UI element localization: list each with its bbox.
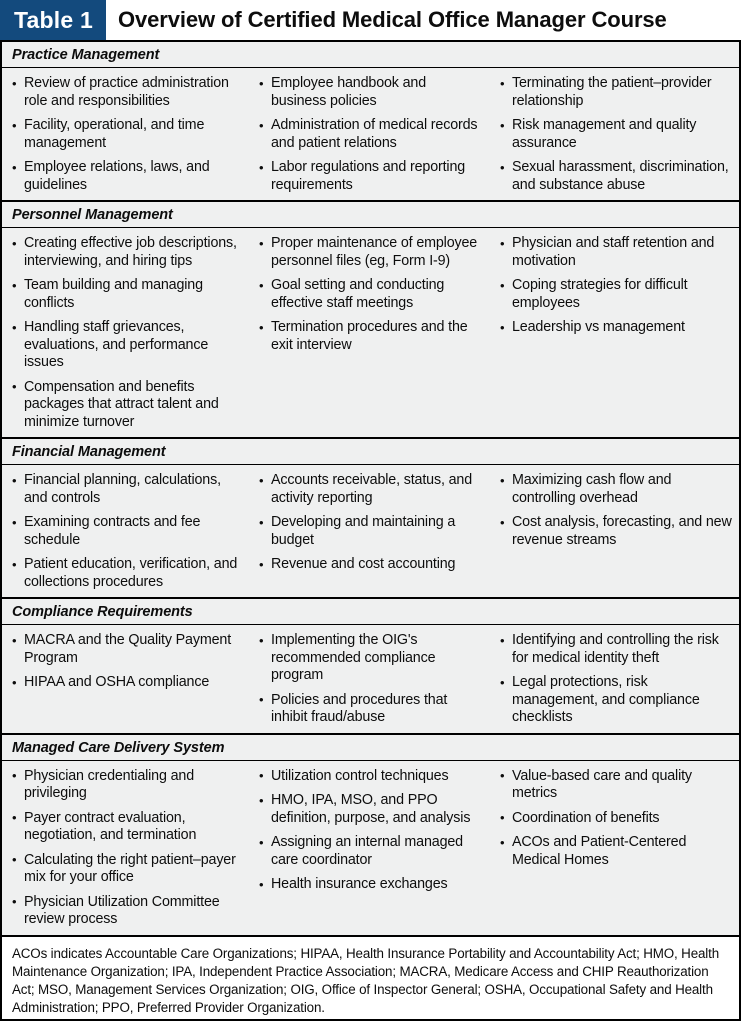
- list-item: • Developing and maintaining a budget: [259, 514, 484, 549]
- list-item: • Termination procedures and the exit interview: [259, 319, 484, 354]
- bullet-list: [259, 768, 484, 894]
- sections-container: [2, 42, 739, 937]
- list-item: • Creating effective job descriptions, interviewing, and hiring tips: [12, 235, 243, 270]
- list-item: • MACRA and the Quality Payment Program: [12, 632, 243, 667]
- bullet-list: [500, 632, 733, 727]
- list-item: • Accounts receivable, status, and activity reporting: [259, 472, 484, 507]
- bullet-list: [259, 235, 484, 354]
- list-item: • Employee relations, laws, and guidelines: [12, 159, 243, 194]
- section-column: [490, 235, 739, 431]
- bullet-list: [500, 472, 733, 549]
- bullet-list: [259, 632, 484, 727]
- section-header: Managed Care Delivery System: [2, 735, 739, 761]
- list-item: • Goal setting and conducting effective staff meetings: [259, 277, 484, 312]
- section-header: Financial Management: [2, 439, 739, 465]
- section-header: Compliance Requirements: [2, 599, 739, 625]
- table-number-badge: Table 1: [0, 0, 106, 40]
- section-column: [249, 632, 490, 727]
- table-section: [2, 599, 739, 735]
- table-section: [2, 735, 739, 937]
- list-item: • HIPAA and OSHA compliance: [12, 674, 243, 692]
- section-column: [490, 75, 739, 194]
- section-column: [249, 75, 490, 194]
- list-item: • Coping strategies for difficult employees: [500, 277, 733, 312]
- list-item: • Facility, operational, and time management: [12, 117, 243, 152]
- list-item: • Implementing the OIG's recommended compliance program: [259, 632, 484, 685]
- list-item: • Policies and procedures that inhibit fraud/abuse: [259, 692, 484, 727]
- section-column: [490, 472, 739, 591]
- list-item: • Cost analysis, forecasting, and new revenue streams: [500, 514, 733, 549]
- table-title-bar: [0, 0, 741, 40]
- list-item: • Examining contracts and fee schedule: [12, 514, 243, 549]
- section-column: [490, 768, 739, 929]
- section-column: [490, 632, 739, 727]
- list-item: • Health insurance exchanges: [259, 876, 484, 894]
- section-column: [249, 472, 490, 591]
- bullet-list: [500, 235, 733, 337]
- list-item: • Team building and managing conflicts: [12, 277, 243, 312]
- table-title: Overview of Certified Medical Office Manager Course: [117, 7, 667, 32]
- section-body: [2, 228, 739, 439]
- bullet-list: [259, 472, 484, 574]
- section-column: [2, 768, 249, 929]
- list-item: • Identifying and controlling the risk for medical identity theft: [500, 632, 733, 667]
- table-section: [2, 42, 739, 202]
- list-item: • Handling staff grievances, evaluations, and performance issues: [12, 319, 243, 372]
- list-item: • Administration of medical records and patient relations: [259, 117, 484, 152]
- bullet-list: [500, 75, 733, 194]
- bullet-list: [259, 75, 484, 194]
- bullet-list: [12, 235, 243, 431]
- table-body: [0, 40, 741, 1021]
- list-item: • Physician and staff retention and motivation: [500, 235, 733, 270]
- list-item: • Calculating the right patient–payer mix for your office: [12, 852, 243, 887]
- bullet-list: [12, 768, 243, 929]
- list-item: • ACOs and Patient-Centered Medical Homes: [500, 834, 733, 869]
- list-item: • Proper maintenance of employee personnel files (eg, Form I-9): [259, 235, 484, 270]
- list-item: • Maximizing cash flow and controlling overhead: [500, 472, 733, 507]
- list-item: • Legal protections, risk management, and compliance checklists: [500, 674, 733, 727]
- list-item: • Terminating the patient–provider relationship: [500, 75, 733, 110]
- section-header: Personnel Management: [2, 202, 739, 228]
- list-item: • Patient education, verification, and collections procedures: [12, 556, 243, 591]
- section-column: [2, 472, 249, 591]
- list-item: • Physician credentialing and privileging: [12, 768, 243, 803]
- table-section: [2, 439, 739, 599]
- table-section: [2, 202, 739, 439]
- list-item: • Leadership vs management: [500, 319, 733, 337]
- section-body: [2, 761, 739, 937]
- section-column: [2, 235, 249, 431]
- section-body: [2, 68, 739, 202]
- list-item: • HMO, IPA, MSO, and PPO definition, purpose, and analysis: [259, 792, 484, 827]
- list-item: • Financial planning, calculations, and controls: [12, 472, 243, 507]
- list-item: • Utilization control techniques: [259, 768, 484, 786]
- table-footnote: ACOs indicates Accountable Care Organizations; HIPAA, Health Insurance Portability and Accountability Act; HMO, Health Maintenance Organization; IPA, Independent Practice Association; MACRA, Medicare Access and CHIP Reauthorization Act; MSO, Management Services Organization; OIG, Office of Inspector General; OSHA, Occupational Safety and Health Administration; PPO, Preferred Provider Organization.: [2, 937, 739, 1021]
- list-item: • Physician Utilization Committee review process: [12, 894, 243, 929]
- list-item: • Review of practice administration role and responsibilities: [12, 75, 243, 110]
- list-item: • Risk management and quality assurance: [500, 117, 733, 152]
- list-item: • Revenue and cost accounting: [259, 556, 484, 574]
- list-item: • Sexual harassment, discrimination, and substance abuse: [500, 159, 733, 194]
- bullet-list: [12, 472, 243, 591]
- bullet-list: [12, 75, 243, 194]
- list-item: • Assigning an internal managed care coordinator: [259, 834, 484, 869]
- section-column: [2, 75, 249, 194]
- list-item: • Employee handbook and business policies: [259, 75, 484, 110]
- bullet-list: [12, 632, 243, 692]
- section-column: [2, 632, 249, 727]
- section-column: [249, 768, 490, 929]
- bullet-list: [500, 768, 733, 870]
- section-body: [2, 625, 739, 735]
- list-item: • Payer contract evaluation, negotiation, and termination: [12, 810, 243, 845]
- list-item: • Labor regulations and reporting requirements: [259, 159, 484, 194]
- section-header: Practice Management: [2, 42, 739, 68]
- list-item: • Coordination of benefits: [500, 810, 733, 828]
- section-body: [2, 465, 739, 599]
- list-item: • Value-based care and quality metrics: [500, 768, 733, 803]
- list-item: • Compensation and benefits packages that attract talent and minimize turnover: [12, 379, 243, 432]
- section-column: [249, 235, 490, 431]
